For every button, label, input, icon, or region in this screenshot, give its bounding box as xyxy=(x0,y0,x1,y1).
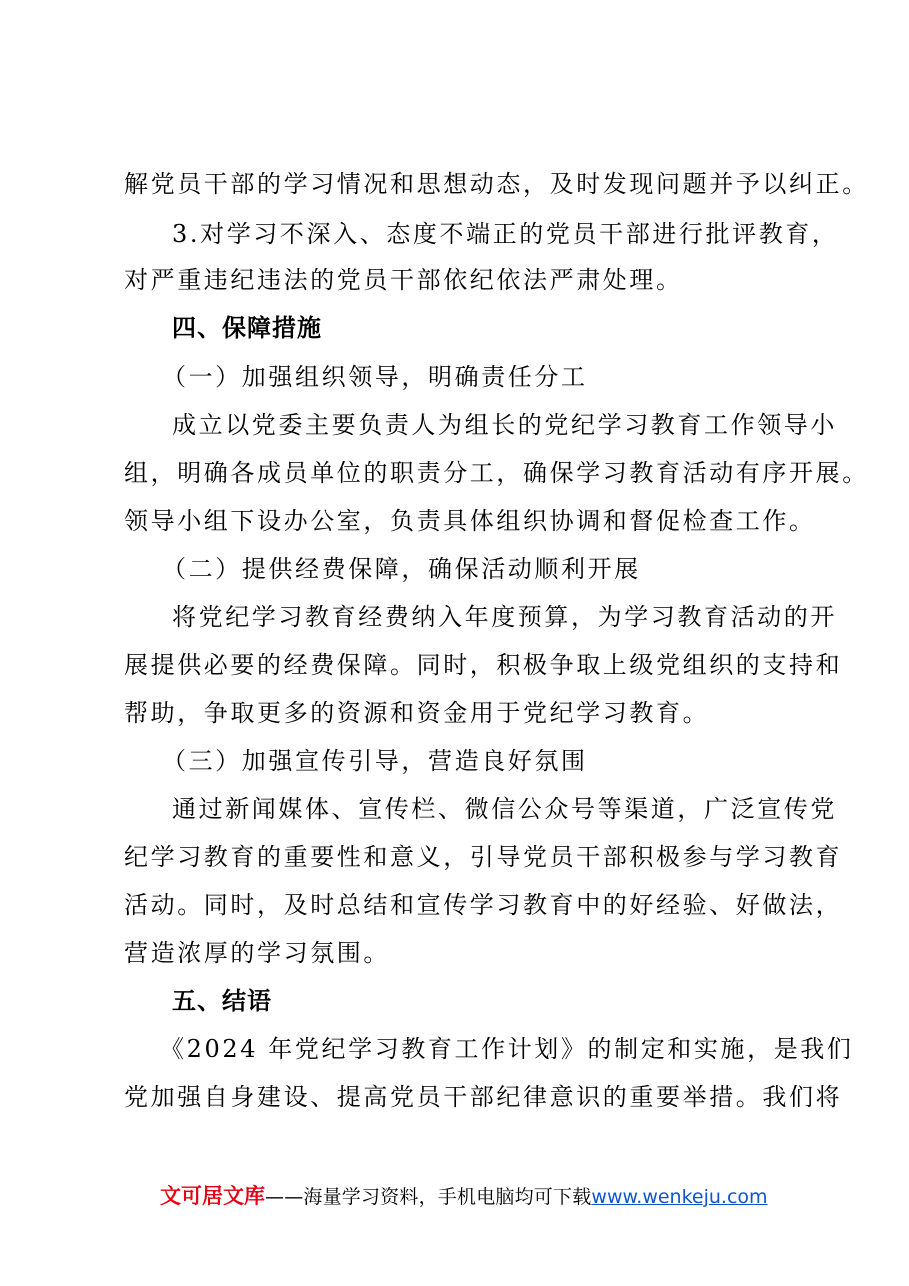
paragraph-line: 解党员干部的学习情况和思想动态，及时发现问题并予以纠正。 xyxy=(124,170,869,198)
paragraph-line: 对严重违纪违法的党员干部依纪依法严肃处理。 xyxy=(124,266,683,294)
brand-name: 文可居文库 xyxy=(160,1184,265,1208)
section-heading: 五、结语 xyxy=(172,987,272,1015)
footer-tagline: ——海量学习资料，手机电脑均可下载 xyxy=(265,1186,592,1208)
site-link[interactable]: www.wenkeju.com xyxy=(591,1186,768,1208)
subsection-heading: （二）提供经费保障，确保活动顺利开展 xyxy=(162,555,641,583)
paragraph-line: 《2024 年党纪学习教育工作计划》的制定和实施，是我们 xyxy=(160,1035,854,1063)
paragraph-line: 将党纪学习教育经费纳入年度预算，为学习教育活动的开 xyxy=(172,603,837,631)
subsection-heading: （一）加强组织领导，明确责任分工 xyxy=(162,363,588,391)
paragraph-line: 3.对学习不深入、态度不端正的党员干部进行批评教育， xyxy=(172,220,839,248)
paragraph-line: 活动。同时，及时总结和宣传学习教育中的好经验、好做法， xyxy=(124,891,843,919)
paragraph-line: 组，明确各成员单位的职责分工，确保学习教育活动有序开展。 xyxy=(124,459,869,487)
paragraph-line: 纪学习教育的重要性和意义，引导党员干部积极参与学习教育 xyxy=(124,843,843,871)
subsection-heading: （三）加强宣传引导，营造良好氛围 xyxy=(162,747,588,775)
paragraph-line: 成立以党委主要负责人为组长的党纪学习教育工作领导小 xyxy=(172,411,837,439)
paragraph-line: 领导小组下设办公室，负责具体组织协调和督促检查工作。 xyxy=(124,507,816,535)
paragraph-line: 展提供必要的经费保障。同时，积极争取上级党组织的支持和 xyxy=(124,651,843,679)
paragraph-line: 帮助，争取更多的资源和资金用于党纪学习教育。 xyxy=(124,699,710,727)
paragraph-line: 党加强自身建设、提高党员干部纪律意识的重要举措。我们将 xyxy=(124,1083,843,1111)
paragraph-line: 通过新闻媒体、宣传栏、微信公众号等渠道，广泛宣传党 xyxy=(172,795,837,823)
page-footer xyxy=(160,1181,768,1212)
section-heading: 四、保障措施 xyxy=(172,314,322,342)
paragraph-line: 营造浓厚的学习氛围。 xyxy=(124,939,390,967)
